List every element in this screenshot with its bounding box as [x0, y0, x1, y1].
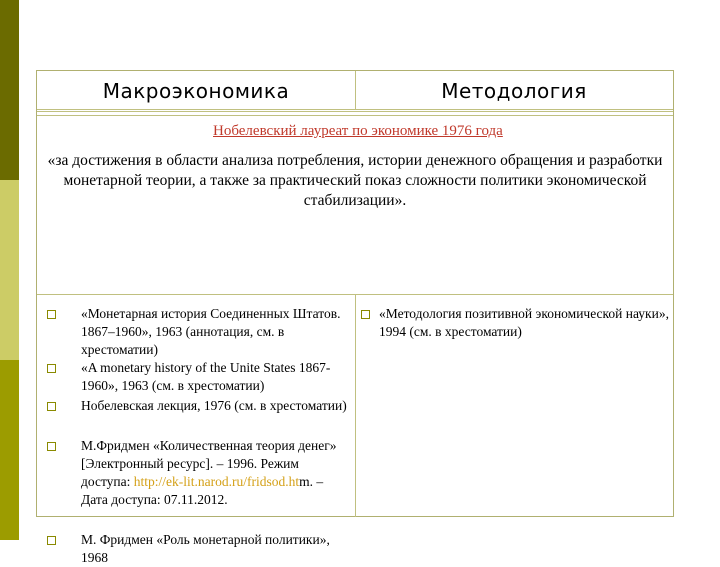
list-item-text: [81, 437, 351, 509]
list-item-text: «A monetary history of the Unite States 1867-1960», 1963 (см. в хрестоматии): [81, 360, 331, 393]
reference-link[interactable]: http://ek-lit.narod.ru/fridsod.ht: [133, 474, 300, 489]
square-bullet-icon: [47, 402, 56, 411]
square-bullet-icon: [361, 310, 370, 319]
methodology-column: [355, 295, 673, 517]
laureate-row: [37, 115, 673, 295]
list-item-text: «Методология позитивной экономической науки», 1994 (см. в хрестоматии): [379, 306, 669, 339]
square-bullet-icon: [47, 310, 56, 319]
laureate-title: Нобелевский лауреат по экономике 1976 года: [213, 123, 503, 139]
side-stripe-light: [0, 180, 19, 360]
list-item-text: Нобелевская лекция, 1976 (см. в хрестоматии): [81, 398, 347, 413]
reference-access-date: m. – Дата доступа: 07.11.2012.: [81, 474, 324, 507]
square-bullet-icon: [47, 536, 56, 545]
content-table: [36, 70, 674, 565]
nobel-citation: «за достижения в области анализа потребления, истории денежного обращения и разработки монетарной теории, а также за практический показ сложности политики экономической стабилизации».: [47, 152, 663, 209]
list-item-text: М. Фридмен «Роль монетарной политики», 1968: [81, 532, 330, 565]
table-header-row: [37, 71, 673, 112]
square-bullet-icon: [47, 442, 56, 451]
header-methodology: Методология: [441, 79, 587, 103]
reference-text: М.Фридмен «Количественная теория денег» [Электронный ресурс]. – 1996. Режим доступа:: [81, 438, 337, 489]
side-stripe-mid: [0, 360, 19, 540]
square-bullet-icon: [47, 364, 56, 373]
header-macroeconomics: Макроэкономика: [102, 79, 290, 103]
macroeconomics-column: [37, 295, 356, 565]
list-item-text: «Монетарная история Соединенных Штатов. 1867–1960», 1963 (аннотация, см. в хрестоматии): [81, 306, 341, 357]
side-stripe-dark: [0, 0, 19, 180]
